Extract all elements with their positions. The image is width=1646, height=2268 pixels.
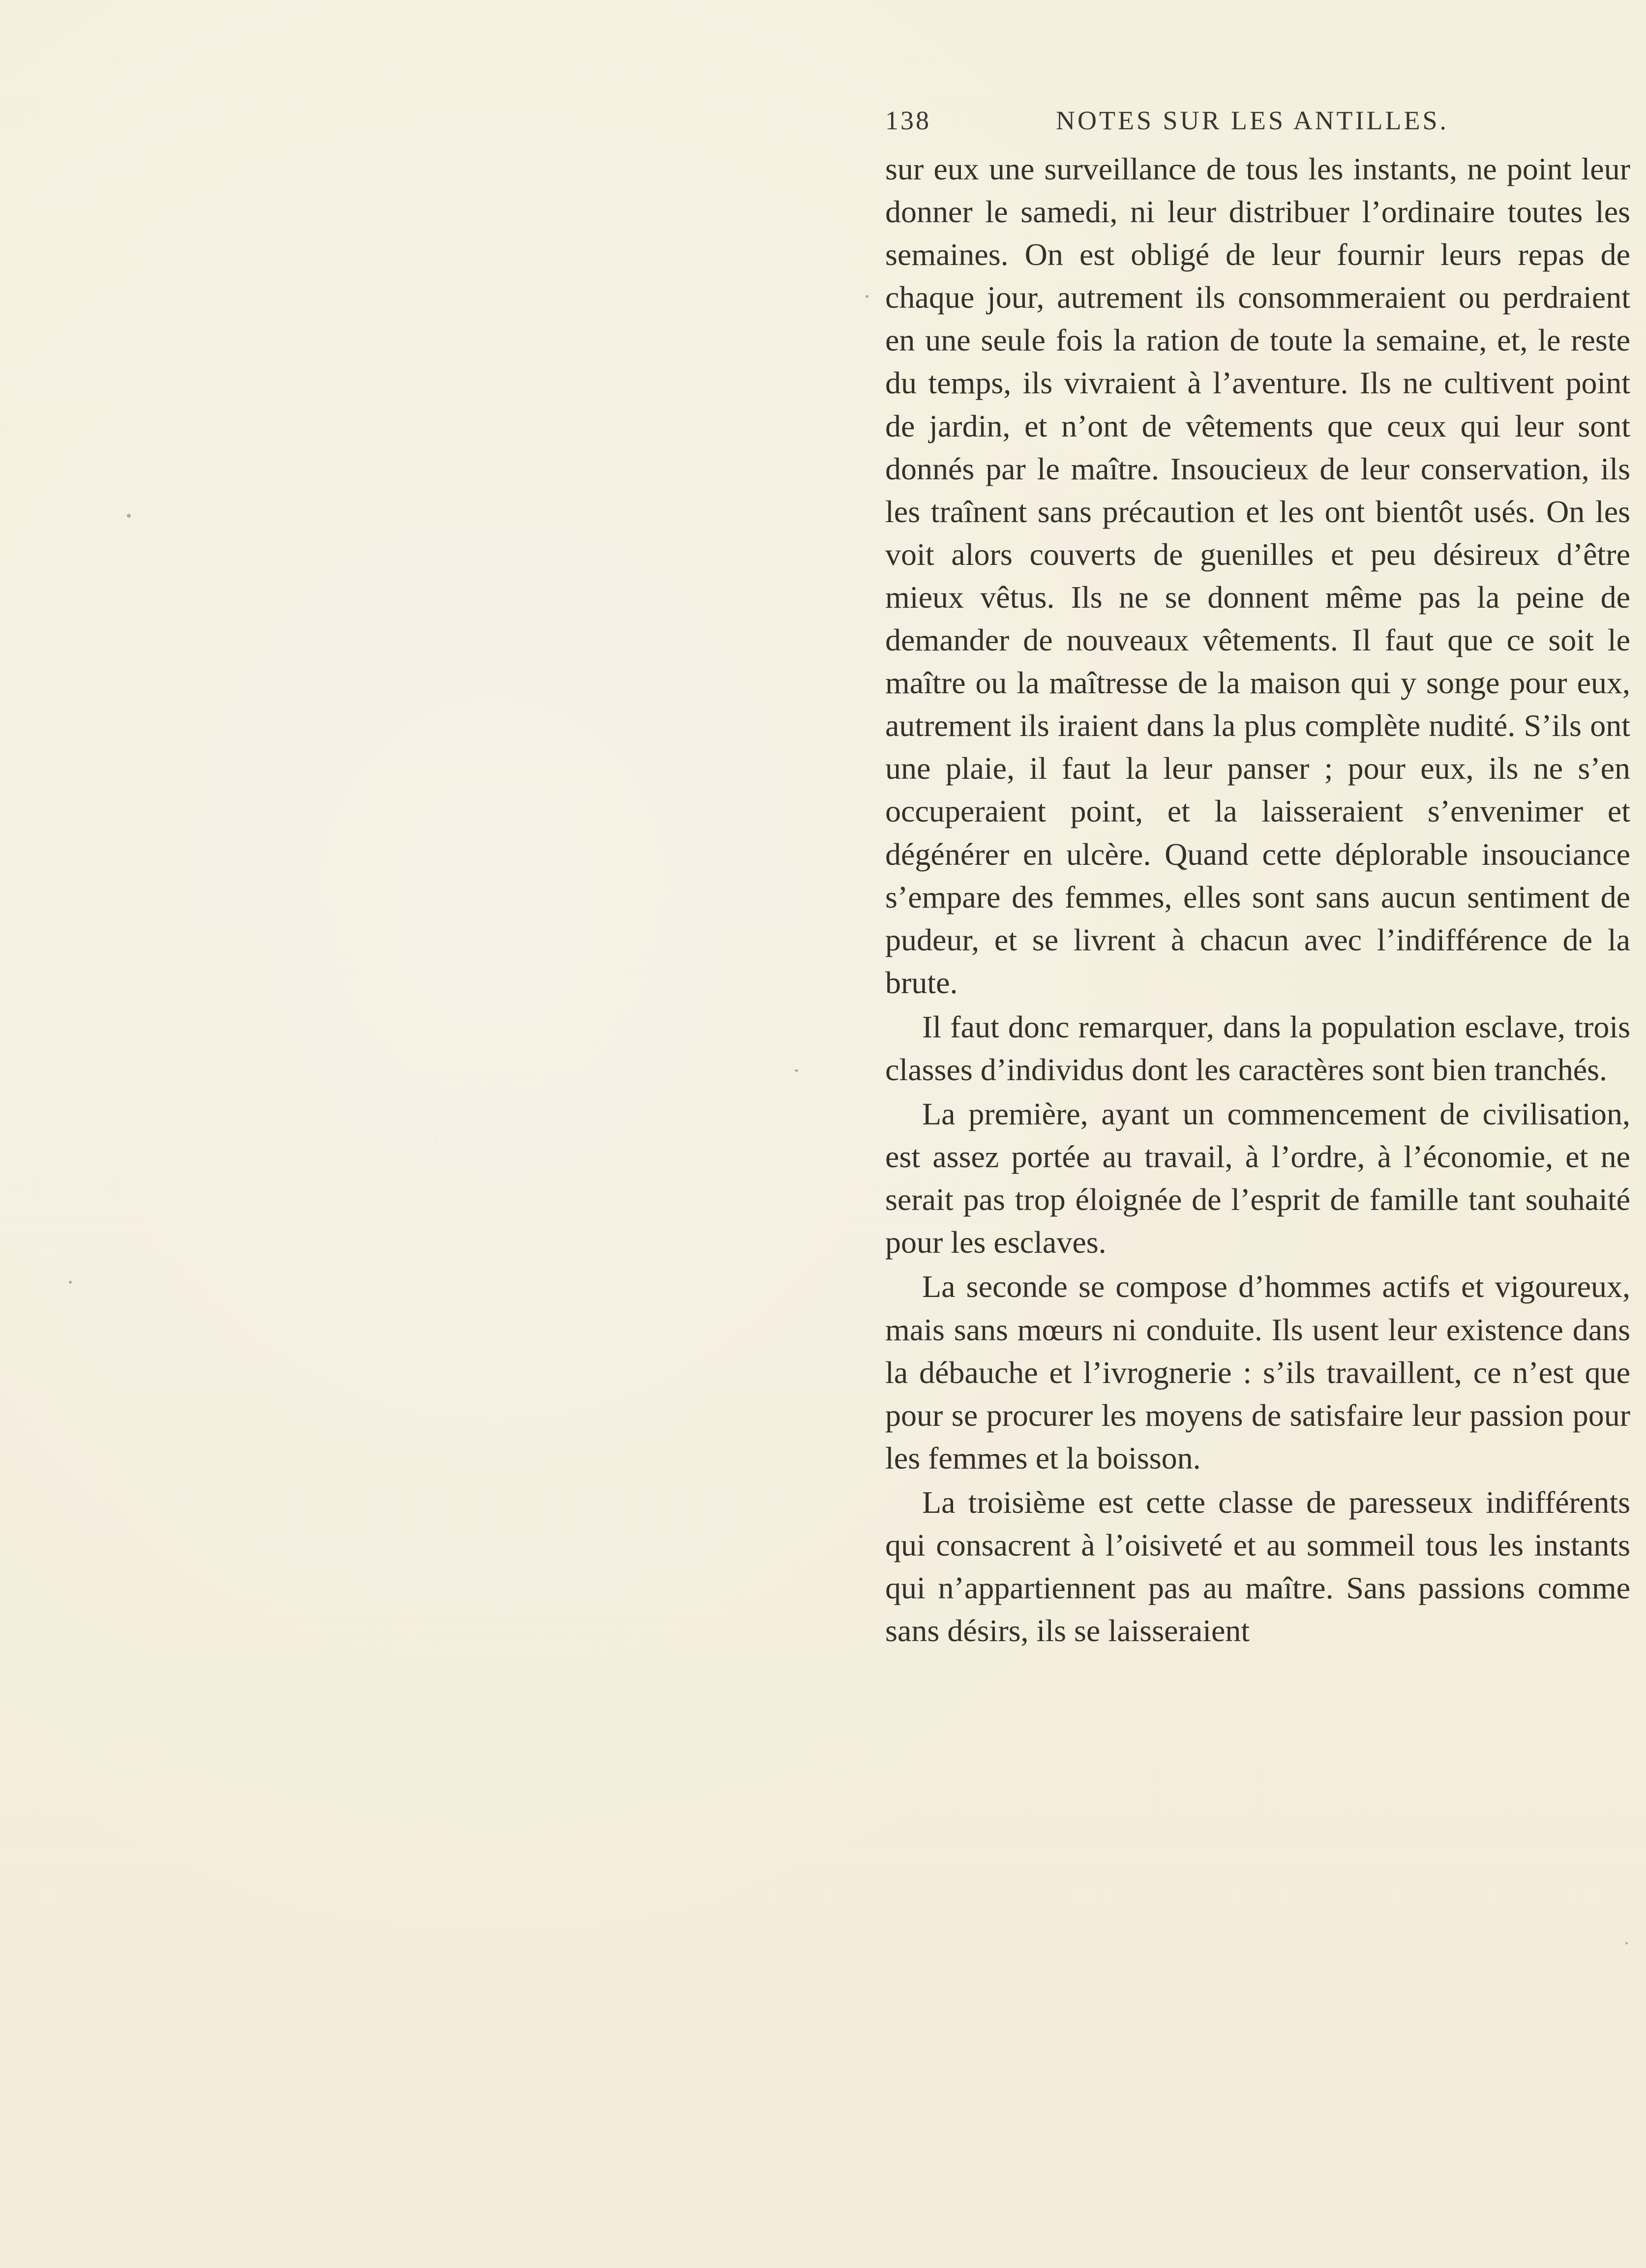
paragraph-third-class: La troisième est cette classe de paresseux indifférents qui consacrent à l’oisiveté et au sommeil tous les instants qui n’appartiennent pas au maître. Sans passions comme sans désirs, ils se laisseraient xyxy=(885,1484,1630,1649)
paper-speck xyxy=(795,1069,798,1072)
paper-speck xyxy=(127,514,131,518)
paragraph-three-classes: Il faut donc remarquer, dans la population esclave, trois classes d’individus dont les caractères sont bien tranchés. xyxy=(885,1009,1630,1087)
running-head xyxy=(885,98,1485,138)
page-number: 138 xyxy=(885,106,931,135)
paragraph-second-class: La seconde se compose d’hommes actifs et vigoureux, mais sans mœurs ni conduite. Ils usent leur existence dans la débauche et l’ivrognerie : s’ils travaillent, ce n’est que pour se procurer les moyens de satisfaire leur passion pour les femmes et la boisson. xyxy=(885,1269,1630,1475)
paper-speck xyxy=(866,295,868,298)
paper-speck xyxy=(1625,1942,1628,1944)
paragraph-continued: sur eux une surveillance de tous les instants, ne point leur donner le samedi, ni leur distribuer l’ordinaire toutes les semaines. On est obligé de leur fournir leurs repas de chaque jour, autrement ils consommeraient ou perdraient en une seule fois la ration de toute la semaine, et, le reste du temps, ils vivraient à l’aventure. Ils ne cultivent point de jardin, et n’ont de vêtements que ceux qui leur sont donnés par le maître. Insoucieux de leur conservation, ils les traînent sans précaution et les ont bientôt usés. On les voit alors couverts de guenilles et peu désireux d’être mieux vêtus. Ils ne se donnent même pas la peine de demander de nouveaux vêtements. Il faut que ce soit le maître ou la maîtresse de la maison qui y songe pour eux, autrement ils iraient dans la plus complète nudité. S’ils ont une plaie, il faut la leur panser ; pour eux, ils ne s’en occuperaient point, et la laisseraient s’envenimer et dégénérer en ulcère. Quand cette déplorable insouciance s’empare des femmes, elles sont sans aucun sentiment de pudeur, et se livrent à chacun avec l’indifférence de la brute. xyxy=(885,151,1630,1000)
paper-speck xyxy=(69,1281,72,1284)
body-text xyxy=(885,147,1630,1652)
running-title: NOTES SUR LES ANTILLES. xyxy=(1056,106,1449,135)
paragraph-first-class: La première, ayant un commencement de civilisation, est assez portée au travail, à l’ordre, à l’économie, et ne serait pas trop éloignée de l’esprit de famille tant souhaité pour les esclaves. xyxy=(885,1096,1630,1260)
